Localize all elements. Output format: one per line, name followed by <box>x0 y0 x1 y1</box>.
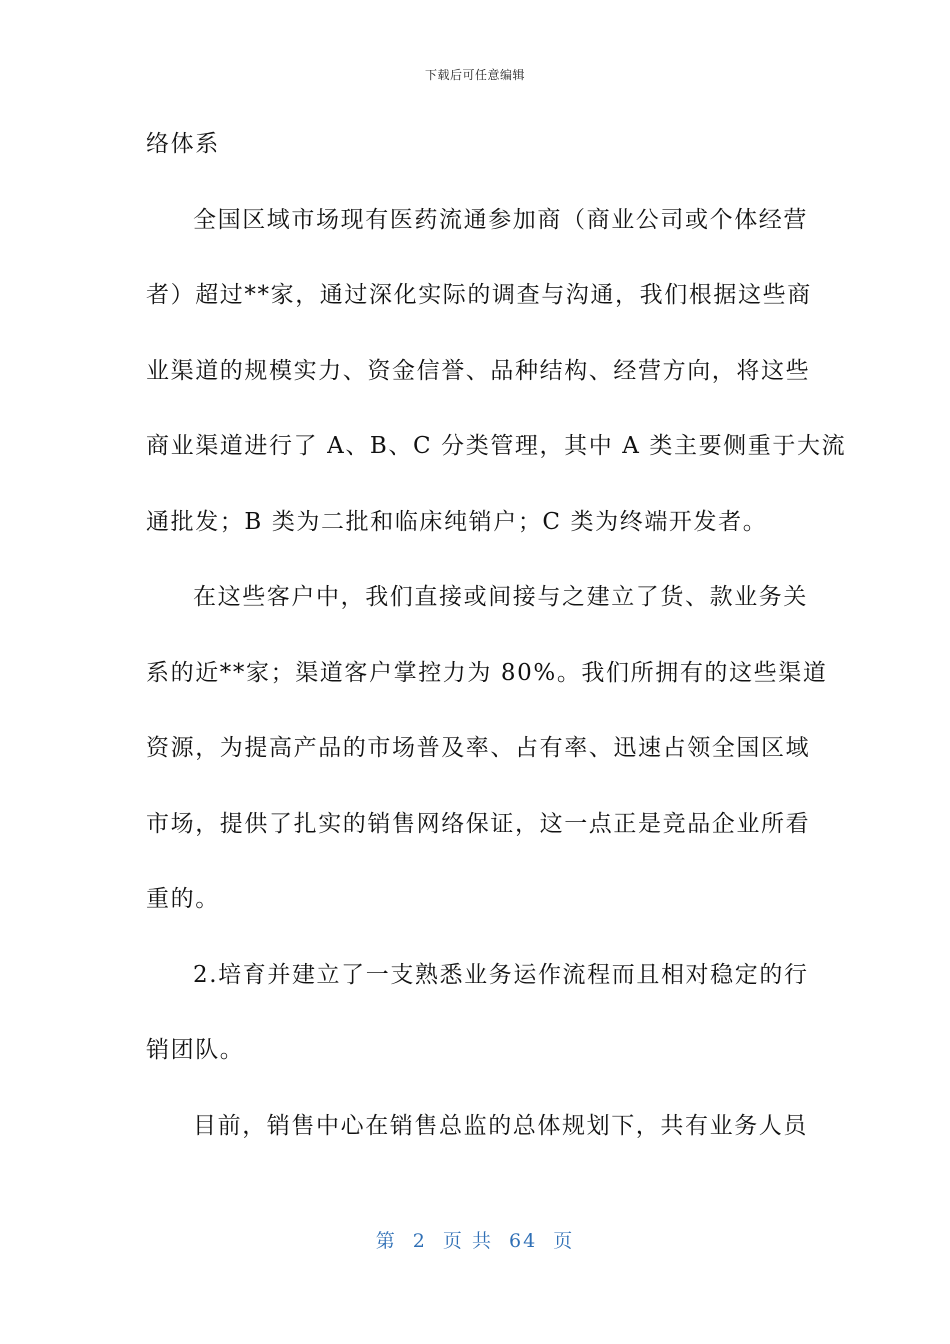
paragraph-start-line: 全国区域市场现有医药流通参加商（商业公司或个体经营 <box>193 206 808 233</box>
body-text <box>146 116 847 1173</box>
paragraph-start-line: 目前，销售中心在销售总监的总体规划下，共有业务人员 <box>193 1112 808 1139</box>
section-heading-line: 销团队。 <box>146 1037 245 1063</box>
footer-total-pages: 64 <box>509 1230 538 1252</box>
footer-middle: 页 共 <box>442 1230 493 1252</box>
text-line: 重的。 <box>146 886 220 912</box>
footer-prefix: 第 <box>375 1230 397 1252</box>
footer-suffix: 页 <box>553 1230 575 1252</box>
header-note: 下载后可任意编辑 <box>424 68 525 82</box>
text-line: 市场，提供了扎实的销售网络保证，这一点正是竞品企业所看 <box>146 810 811 837</box>
text-line: 业渠道的规模实力、资金信誉、品种结构、经营方向，将这些 <box>146 357 811 384</box>
text-line: 络体系 <box>146 131 220 157</box>
text-line: 商业渠道进行了 A、B、C 分类管理，其中 A 类主要侧重于大流 <box>146 433 847 459</box>
text-line: 系的近**家；渠道客户掌控力为 80%。我们所拥有的这些渠道 <box>146 659 828 686</box>
text-line: 资源，为提高产品的市场普及率、占有率、迅速占领全国区域 <box>146 735 811 761</box>
footer-current-page: 2 <box>412 1230 427 1252</box>
page-footer <box>0 1226 950 1253</box>
text-line: 者）超过**家，通过深化实际的调查与沟通，我们根据这些商 <box>146 282 812 308</box>
section-heading-line: 2.培育并建立了一支熟悉业务运作流程而且相对稳定的行 <box>193 961 809 988</box>
text-line: 通批发；B 类为二批和临床纯销户；C 类为终端开发者。 <box>146 508 768 535</box>
paragraph-start-line: 在这些客户中，我们直接或间接与之建立了货、款业务关 <box>193 584 808 610</box>
